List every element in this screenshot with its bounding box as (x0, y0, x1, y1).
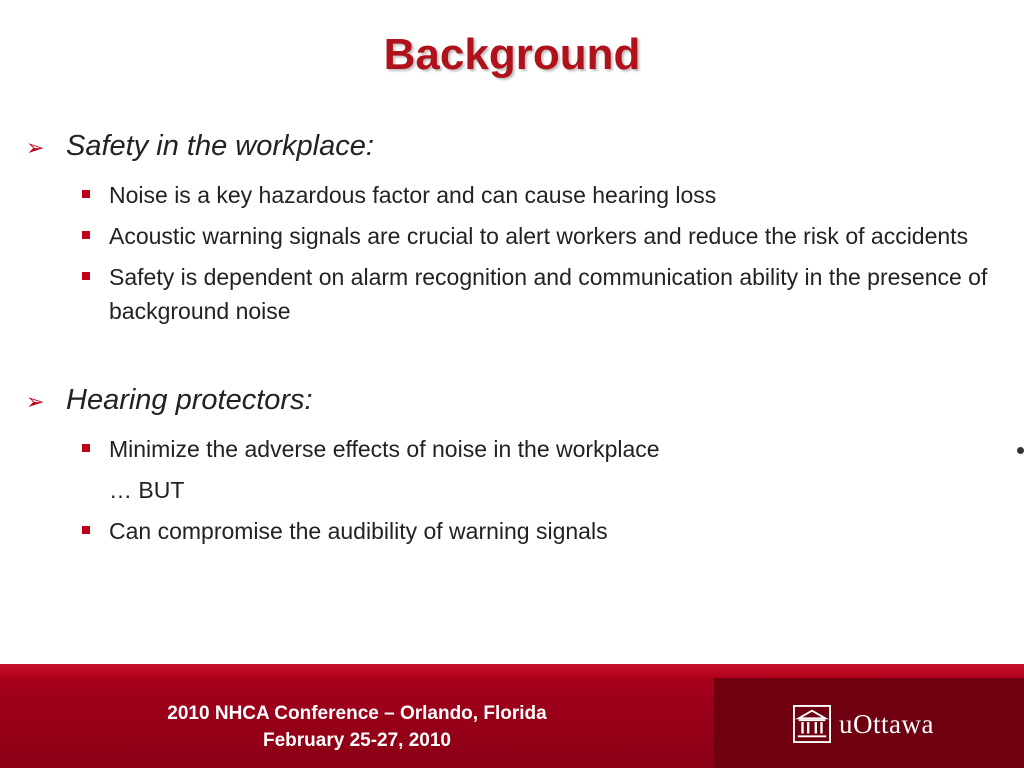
section-hearing-protectors (26, 380, 1001, 548)
arrow-bullet-icon: ➢ (26, 135, 45, 160)
list-item-text: Minimize the adverse effects of noise in the workplace (109, 436, 660, 462)
arrow-bullet-icon: ➢ (26, 389, 45, 414)
section-heading (26, 126, 1001, 168)
list-item (82, 514, 1001, 548)
building-icon (793, 705, 831, 743)
list-item (82, 178, 1001, 212)
list-item (82, 260, 1001, 328)
section-heading-text: Safety in the workplace: (66, 130, 374, 162)
list-item-text: Acoustic warning signals are crucial to alert workers and reduce the risk of accidents (109, 223, 969, 249)
list-item-text: … BUT (109, 477, 185, 503)
conference-info (0, 700, 714, 754)
edge-dot (1017, 447, 1024, 454)
uottawa-logo (793, 705, 934, 743)
list-item-text: Noise is a key hazardous factor and can cause hearing loss (109, 182, 717, 208)
conference-line-2: February 25-27, 2010 (262, 730, 451, 751)
list-item (82, 432, 1001, 466)
list-item (82, 219, 1001, 253)
section-safety (26, 126, 1001, 328)
footer-bar (0, 664, 1024, 768)
conference-line-1: 2010 NHCA Conference – Orlando, Florida (167, 703, 547, 724)
list-item-continuation (82, 473, 1001, 507)
list-item-text: Can compromise the audibility of warning signals (109, 518, 608, 544)
bullet-list (26, 432, 1001, 548)
slide-content (26, 126, 1001, 555)
logo-text: uOttawa (839, 708, 934, 739)
section-heading-text: Hearing protectors: (66, 384, 313, 416)
section-heading (26, 380, 1001, 422)
bullet-list (26, 178, 1001, 328)
list-item-text: Safety is dependent on alarm recognition and communication ability in the presence of background noise (109, 264, 988, 324)
slide-title: Background (383, 30, 641, 79)
